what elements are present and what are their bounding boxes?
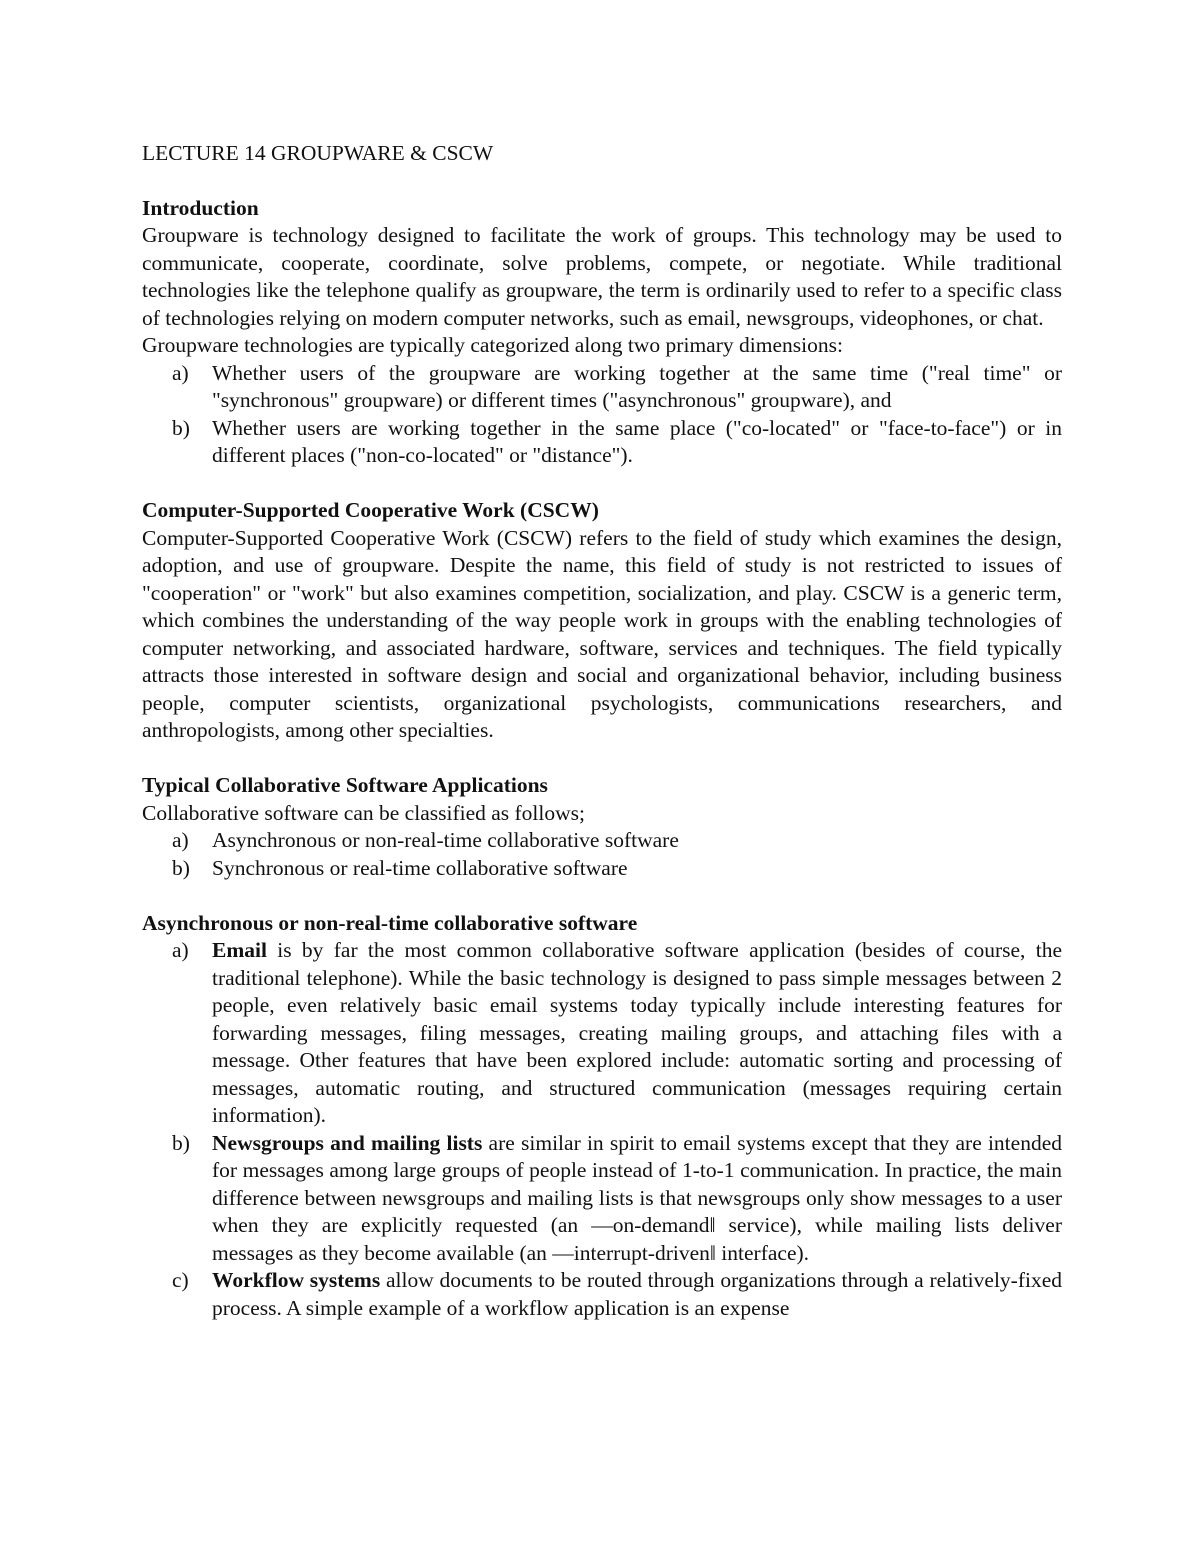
list-item — [172, 827, 1062, 855]
list-marker: a) — [172, 938, 189, 962]
section-heading-asynchronous: Asynchronous or non-real-time collaborative software — [142, 910, 638, 935]
list-marker: b) — [172, 415, 190, 440]
list-item-text: is by far the most common collaborative software application (besides of course, the traditional telephone). While the basic technology is designed to pass simple messages between 2 people, even relatively basic email systems today typically include interesting features for forwarding messages, filing messages, creating mailing groups, and attaching files with a message. Other features that have been explored include: automatic sorting and processing of messages, automatic routing, and structured communication (messages requiring certain information). — [212, 938, 1062, 1127]
list-marker: c) — [172, 1268, 189, 1292]
section-heading-typical-applications: Typical Collaborative Software Applications — [142, 773, 548, 797]
list-item-term: Newsgroups and mailing lists — [212, 1130, 483, 1155]
intro-dimensions-paragraph: Groupware technologies are typically categorized along two primary dimensions: — [142, 333, 843, 357]
list-item-text: are similar in spirit to email systems except that they are intended for messages among large groups of people instead of 1-to-1 communication. In practice, the main difference between newsgroups and mailing lists is that newsgroups only show messages to a user when they are explicitly requested (an ―on-demand‖ service), while mailing lists deliver messages as they become available (an ―interrupt-driven‖ interface). — [212, 1130, 1062, 1265]
document-page — [142, 140, 1062, 1322]
list-item-text: allow documents to be routed through organizations through a relatively-fixed process. A simple example of a workflow application is an expense — [212, 1268, 1063, 1320]
dimensions-list — [142, 360, 1062, 470]
list-item — [172, 855, 1062, 883]
list-item — [172, 415, 1062, 470]
list-item — [172, 937, 1062, 1130]
classification-list — [142, 827, 1062, 882]
typical-paragraph: Collaborative software can be classified as follows; — [142, 800, 585, 825]
list-item-text: Whether users of the groupware are working together at the same time ("real time" or "synchronous" groupware) or different times ("asynchronous" groupware), and — [212, 360, 1062, 412]
list-marker: a) — [172, 360, 189, 385]
list-item-text: Synchronous or real-time collaborative software — [212, 855, 628, 880]
list-marker: b) — [172, 1130, 190, 1155]
section-heading-cscw: Computer-Supported Cooperative Work (CSCW) — [142, 498, 599, 522]
asynchronous-list — [142, 937, 1062, 1322]
list-item-term: Workflow systems — [212, 1268, 381, 1292]
list-marker: a) — [172, 828, 189, 852]
intro-paragraph: Groupware is technology designed to facilitate the work of groups. This technology may be used to communicate, cooperate, coordinate, solve problems, compete, or negotiate. While traditional technologies like the telephone qualify as groupware, the term is ordinarily used to refer to a specific class of technologies relying on modern computer networks, such as email, newsgroups, videophones, or chat. — [142, 223, 1062, 330]
cscw-paragraph: Computer-Supported Cooperative Work (CSCW) refers to the field of study which examines the design, adoption, and use of groupware. Despite the name, this field of study is not restricted to issues of "cooperation" or "work" but also examines competition, socialization, and play. CSCW is a generic term, which combines the understanding of the way people work in groups with the enabling technologies of computer networking, and associated hardware, software, services and techniques. The field typically attracts those interested in software design and social and organizational behavior, including business people, computer scientists, organizational psychologists, communications researchers, and anthropologists, among other specialties. — [142, 525, 1062, 742]
list-item-text: Asynchronous or non-real-time collaborative software — [212, 828, 679, 852]
list-item-term: Email — [212, 938, 267, 962]
list-item-text: Whether users are working together in the same place ("co-located" or "face-to-face") or in different places ("non-co-located" or "distance"). — [212, 415, 1062, 467]
list-marker: b) — [172, 855, 190, 880]
document-title: LECTURE 14 GROUPWARE & CSCW — [142, 141, 494, 165]
list-item — [172, 1267, 1063, 1322]
section-heading-introduction: Introduction — [142, 195, 259, 220]
list-item — [172, 1130, 1062, 1268]
list-item — [172, 360, 1062, 415]
